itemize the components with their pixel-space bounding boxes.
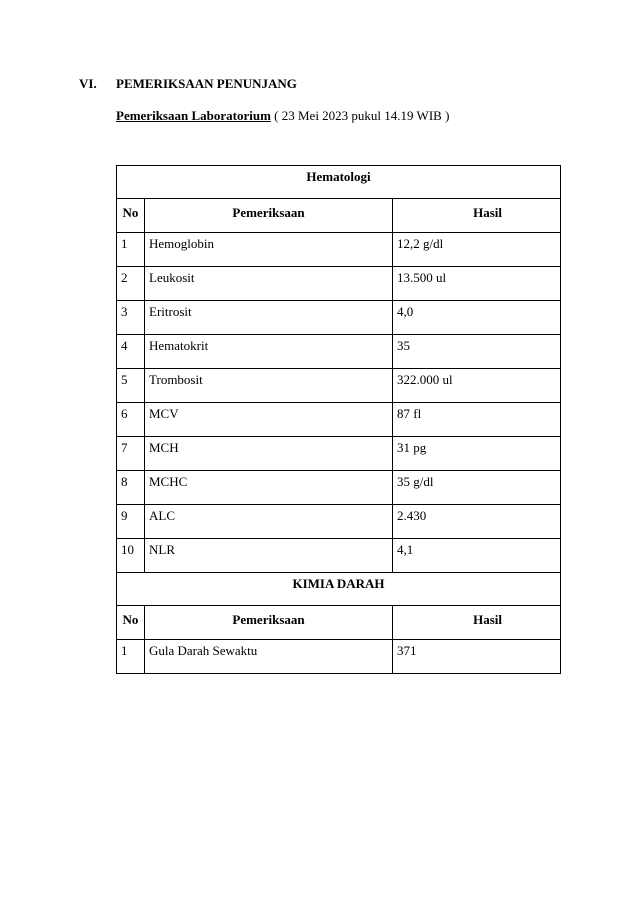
- table-row: [117, 505, 561, 539]
- header-pemeriksaan: Pemeriksaan: [145, 199, 393, 233]
- cell-no: 6: [117, 403, 145, 437]
- cell-no: 3: [117, 301, 145, 335]
- lab-label: Pemeriksaan Laboratorium: [116, 108, 271, 123]
- cell-hasil: 35: [393, 335, 561, 369]
- cell-pemeriksaan: Gula Darah Sewaktu: [145, 640, 393, 674]
- cell-hasil: 35 g/dl: [393, 471, 561, 505]
- cell-no: 5: [117, 369, 145, 403]
- table-row: [117, 471, 561, 505]
- table-row: [117, 640, 561, 674]
- cell-pemeriksaan: Eritrosit: [145, 301, 393, 335]
- hematologi-header-row: [117, 199, 561, 233]
- cell-no: 7: [117, 437, 145, 471]
- cell-no: 9: [117, 505, 145, 539]
- table-row: [117, 301, 561, 335]
- cell-pemeriksaan: Hematokrit: [145, 335, 393, 369]
- cell-pemeriksaan: Leukosit: [145, 267, 393, 301]
- cell-pemeriksaan: MCH: [145, 437, 393, 471]
- cell-pemeriksaan: MCV: [145, 403, 393, 437]
- cell-hasil: 371: [393, 640, 561, 674]
- lab-subtitle: [116, 108, 449, 124]
- cell-hasil: 12,2 g/dl: [393, 233, 561, 267]
- cell-hasil: 2.430: [393, 505, 561, 539]
- section-heading: [79, 76, 297, 92]
- cell-hasil: 322.000 ul: [393, 369, 561, 403]
- table-row: [117, 437, 561, 471]
- cell-no: 1: [117, 640, 145, 674]
- cell-pemeriksaan: MCHC: [145, 471, 393, 505]
- section-number: VI.: [79, 76, 97, 91]
- table-row: [117, 267, 561, 301]
- cell-pemeriksaan: Hemoglobin: [145, 233, 393, 267]
- cell-no: 10: [117, 539, 145, 573]
- header-no: No: [117, 606, 145, 640]
- cell-pemeriksaan: Trombosit: [145, 369, 393, 403]
- cell-hasil: 4,0: [393, 301, 561, 335]
- cell-hasil: 31 pg: [393, 437, 561, 471]
- lab-detail: ( 23 Mei 2023 pukul 14.19 WIB ): [270, 108, 450, 123]
- kimia-header-row: [117, 606, 561, 640]
- header-pemeriksaan: Pemeriksaan: [145, 606, 393, 640]
- cell-no: 1: [117, 233, 145, 267]
- table-row: [117, 233, 561, 267]
- table-row: [117, 335, 561, 369]
- cell-no: 2: [117, 267, 145, 301]
- kimia-title: KIMIA DARAH: [117, 573, 561, 606]
- section-title: PEMERIKSAAN PENUNJANG: [116, 76, 297, 91]
- cell-hasil: 13.500 ul: [393, 267, 561, 301]
- cell-no: 8: [117, 471, 145, 505]
- header-no: No: [117, 199, 145, 233]
- hematologi-title: Hematologi: [117, 166, 561, 199]
- cell-pemeriksaan: NLR: [145, 539, 393, 573]
- header-hasil: Hasil: [393, 606, 561, 640]
- cell-hasil: 87 fl: [393, 403, 561, 437]
- table-row: [117, 369, 561, 403]
- hematologi-table: [116, 165, 561, 674]
- table-row: [117, 403, 561, 437]
- header-hasil: Hasil: [393, 199, 561, 233]
- cell-hasil: 4,1: [393, 539, 561, 573]
- cell-no: 4: [117, 335, 145, 369]
- cell-pemeriksaan: ALC: [145, 505, 393, 539]
- table-row: [117, 539, 561, 573]
